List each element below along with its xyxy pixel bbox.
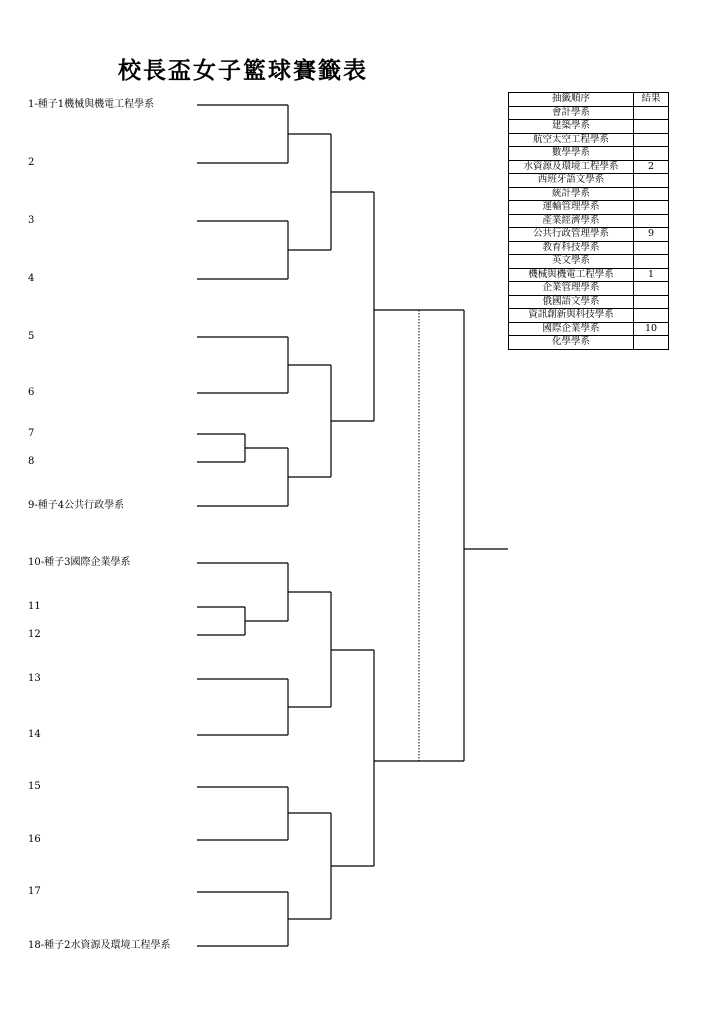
department-cell: 國際企業學系 <box>509 322 634 336</box>
result-cell <box>634 295 669 309</box>
table-row <box>509 214 669 228</box>
department-cell: 英文學系 <box>509 255 634 269</box>
department-cell: 西班牙語文學系 <box>509 174 634 188</box>
result-cell: 2 <box>634 160 669 174</box>
bracket-slot-label: 9-種子4公共行政學系 <box>28 500 125 511</box>
table-row <box>509 174 669 188</box>
department-cell: 數學學系 <box>509 147 634 161</box>
bracket-slot-label: 1-種子1機械與機電工程學系 <box>28 99 155 110</box>
department-cell: 企業管理學系 <box>509 282 634 296</box>
bracket-slot-label: 5 <box>28 331 35 342</box>
result-cell <box>634 147 669 161</box>
department-cell: 資訊創新與科技學系 <box>509 309 634 323</box>
department-cell: 會計學系 <box>509 106 634 120</box>
bracket-slot-label: 16 <box>28 834 41 845</box>
department-cell: 統計學系 <box>509 187 634 201</box>
result-cell <box>634 241 669 255</box>
bracket-slot-label: 13 <box>28 673 41 684</box>
table-row <box>509 187 669 201</box>
result-cell: 9 <box>634 228 669 242</box>
result-cell <box>634 133 669 147</box>
table-row <box>509 147 669 161</box>
bracket-slot-label: 6 <box>28 387 35 398</box>
result-cell <box>634 174 669 188</box>
result-cell <box>634 282 669 296</box>
result-cell <box>634 187 669 201</box>
result-cell <box>634 120 669 134</box>
table-row <box>509 322 669 336</box>
result-cell <box>634 214 669 228</box>
result-cell: 10 <box>634 322 669 336</box>
result-cell <box>634 309 669 323</box>
department-cell: 化學學系 <box>509 336 634 350</box>
bracket-slot-label: 17 <box>28 886 41 897</box>
table-row <box>509 228 669 242</box>
result-cell <box>634 201 669 215</box>
department-cell: 建築學系 <box>509 120 634 134</box>
bracket-slot-label: 18-種子2水資源及環境工程學系 <box>28 940 171 951</box>
table-row <box>509 268 669 282</box>
bracket-slot-label: 12 <box>28 629 41 640</box>
table-row <box>509 295 669 309</box>
bracket-slot-label: 8 <box>28 456 35 467</box>
column-header-result: 結果 <box>634 93 669 107</box>
table-header-row <box>509 93 669 107</box>
table-row <box>509 241 669 255</box>
table-row <box>509 255 669 269</box>
department-cell: 機械與機電工程學系 <box>509 268 634 282</box>
table-row <box>509 120 669 134</box>
bracket-slot-label: 2 <box>28 157 35 168</box>
column-header-draw-order: 抽籤順序 <box>509 93 634 107</box>
department-cell: 教育科技學系 <box>509 241 634 255</box>
department-cell: 俄國語文學系 <box>509 295 634 309</box>
result-cell: 1 <box>634 268 669 282</box>
table-row <box>509 106 669 120</box>
bracket-slot-label: 4 <box>28 273 35 284</box>
bracket-slot-label: 11 <box>28 601 41 612</box>
table-row <box>509 201 669 215</box>
table-row <box>509 336 669 350</box>
draw-order-table <box>508 92 669 350</box>
result-cell <box>634 106 669 120</box>
bracket-slot-label: 3 <box>28 215 35 226</box>
result-cell <box>634 255 669 269</box>
table-row <box>509 133 669 147</box>
department-cell: 水資源及環境工程學系 <box>509 160 634 174</box>
department-cell: 產業經濟學系 <box>509 214 634 228</box>
table-row <box>509 309 669 323</box>
department-cell: 運輸管理學系 <box>509 201 634 215</box>
table-row <box>509 160 669 174</box>
bracket-slot-label: 14 <box>28 729 41 740</box>
department-cell: 航空太空工程學系 <box>509 133 634 147</box>
table-row <box>509 282 669 296</box>
bracket-slot-label: 15 <box>28 781 41 792</box>
bracket-slot-label: 10-種子3國際企業學系 <box>28 557 131 568</box>
department-cell: 公共行政管理學系 <box>509 228 634 242</box>
page-title: 校長盃女子籃球賽籤表 <box>118 57 368 84</box>
bracket-slot-label: 7 <box>28 428 35 439</box>
result-cell <box>634 336 669 350</box>
